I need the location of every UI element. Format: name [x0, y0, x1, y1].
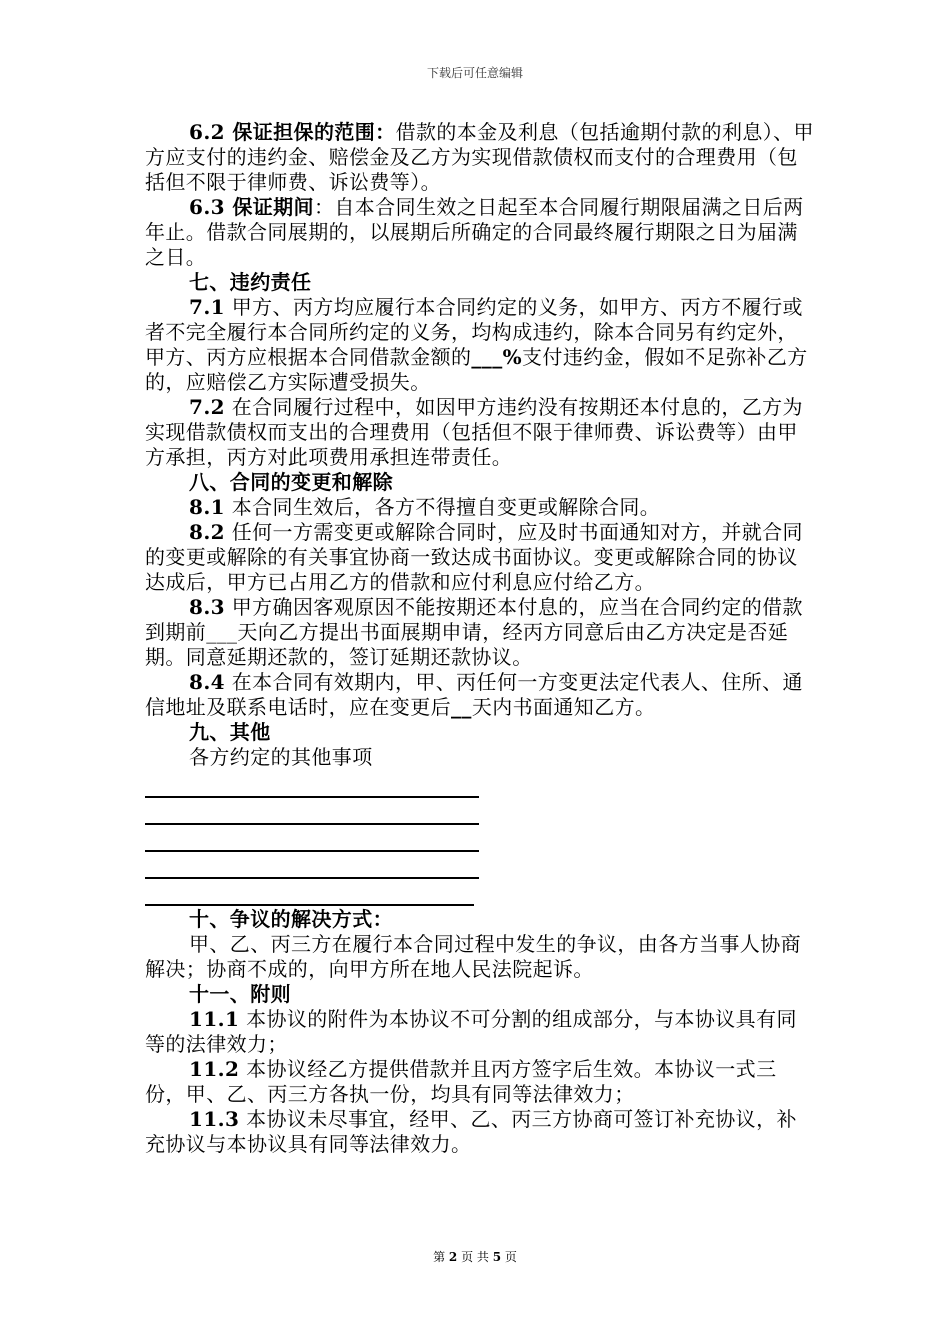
clause-8-2 [145, 520, 817, 595]
heading-11: 十一、附则 [189, 982, 291, 1006]
clause-7-1-text-a: 甲方、丙方均应履行本合同约定的义务，如甲方、丙方不履行或者不完全履行本合同所约定的义务，均构成违约，除本合同另有约定外，甲方、丙方应根据本合同借款金额的 [145, 295, 803, 369]
heading-7: 七、违约责任 [189, 270, 312, 294]
document-body [145, 120, 817, 1157]
clause-8-4 [145, 670, 817, 720]
blank-lines [145, 772, 817, 906]
clause-7-1 [145, 295, 817, 395]
clause-7-1-blank: ___% [471, 345, 523, 369]
clause-6-2-label: 6.2 保证担保的范围： [189, 120, 396, 144]
clause-6-2-text: 借款的本金及利息（包括逾期付款的利息）、甲方应支付的违约金、赔偿金及乙方为实现借款债权而支付的合理费用（包括但不限于律师费、诉讼费等）。 [145, 120, 814, 194]
heading-9: 九、其他 [189, 720, 271, 744]
heading-10: 十、争议的解决方式： [189, 907, 393, 931]
footer-suffix: 页 [501, 1250, 517, 1264]
clause-11-1-number: 11.1 [189, 1007, 240, 1031]
clause-10-text: 甲、乙、丙三方在履行本合同过程中发生的争议，由各方当事人协商解决；协商不成的，向甲方所在地人民法院起诉。 [145, 932, 801, 981]
clause-7-2-number: 7.2 [189, 395, 225, 419]
clause-8-1-text: 本合同生效后，各方不得擅自变更或解除合同。 [225, 495, 661, 519]
blank-line [145, 826, 479, 852]
clause-8-4-number: 8.4 [189, 670, 225, 694]
clause-7-1-number: 7.1 [189, 295, 225, 319]
clause-11-1-text: 本协议的附件为本协议不可分割的组成部分，与本协议具有同等的法律效力； [145, 1007, 797, 1056]
page-number: 2 [448, 1250, 458, 1264]
clause-7-1-text-b: 支付违约金，假如不足弥补乙方的，应赔偿乙方实际遭受损失。 [145, 345, 808, 394]
clause-8-2-text: 任何一方需变更或解除合同时，应及时书面通知对方，并就合同的变更或解除的有关事宜协商一致达成书面协议。变更或解除合同的协议达成后，甲方已占用乙方的借款和应付利息应付给乙方。 [145, 520, 803, 594]
clause-11-2-number: 11.2 [189, 1057, 240, 1081]
clause-11-3-number: 11.3 [189, 1107, 240, 1131]
clause-8-3-text-a: 甲方确因客观原因不能按期还本付息的，应当在合同约定的借款到期前 [145, 595, 803, 644]
clause-7-2 [145, 395, 817, 470]
clause-6-3 [145, 195, 817, 270]
clause-8-4-text-a: 在本合同有效期内，甲、丙任何一方变更法定代表人、住所、通信地址及联系电话时，应在变更后 [145, 670, 803, 719]
heading-8: 八、合同的变更和解除 [189, 470, 393, 494]
clause-8-4-text-b: 天内书面通知乙方。 [471, 695, 656, 719]
blank-line [145, 799, 479, 825]
clause-6-3-text: ：自本合同生效之日起至本合同履行期限届满之日后两年止。借款合同展期的，以展期后所确定的合同最终履行期限之日为届满之日。 [145, 195, 804, 269]
clause-8-3-text-b: 天向乙方提出书面展期申请，经丙方同意后由乙方决定是否延期。同意延期还款的，签订延期还款协议。 [145, 620, 789, 669]
clause-8-1-number: 8.1 [189, 495, 225, 519]
blank-line [145, 853, 479, 879]
clause-9-text: 各方约定的其他事项 [189, 745, 373, 769]
blank-line [145, 880, 474, 906]
blank-line [145, 772, 479, 798]
clause-11-3 [145, 1107, 817, 1157]
clause-8-4-blank: __ [451, 695, 472, 719]
clause-8-3-blank: ___ [206, 620, 238, 644]
clause-11-2-text: 本协议经乙方提供借款并且丙方签字后生效。本协议一式三份，甲、乙、丙三方各执一份，均具有同等法律效力； [145, 1057, 777, 1106]
clause-11-2 [145, 1057, 817, 1107]
clause-8-3-number: 8.3 [189, 595, 225, 619]
clause-8-3 [145, 595, 817, 670]
clause-11-1 [145, 1007, 817, 1057]
clause-6-2 [145, 120, 817, 195]
page-footer [0, 1248, 950, 1265]
footer-middle: 页 共 [457, 1250, 493, 1264]
clause-8-1 [145, 495, 817, 520]
page-header: 下载后可任意编辑 [426, 66, 523, 80]
clause-6-3-label: 6.3 保证期间 [189, 195, 314, 219]
page-total: 5 [492, 1250, 502, 1264]
footer-prefix: 第 [433, 1250, 449, 1264]
clause-7-2-text: 在合同履行过程中，如因甲方违约没有按期还本付息的，乙方为实现借款债权而支出的合理费用（包括但不限于律师费、诉讼费等）由甲方承担，丙方对此项费用承担连带责任。 [145, 395, 803, 469]
clause-11-3-text: 本协议未尽事宜，经甲、乙、丙三方协商可签订补充协议，补充协议与本协议具有同等法律效力。 [145, 1107, 797, 1156]
clause-8-2-number: 8.2 [189, 520, 225, 544]
